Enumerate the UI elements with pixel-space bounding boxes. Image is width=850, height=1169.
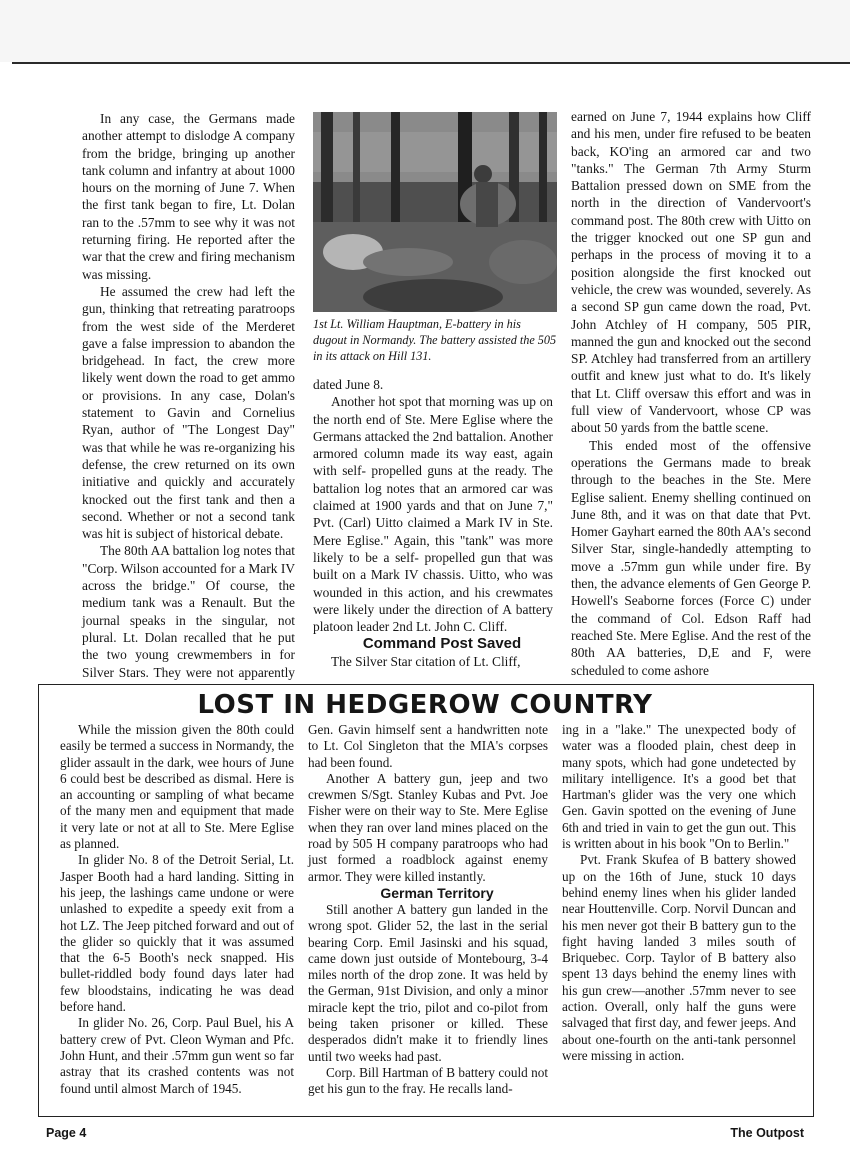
article-column-2 — [313, 376, 553, 671]
scan-margin — [0, 0, 850, 62]
page-number: Page 4 — [46, 1126, 87, 1140]
paragraph: The 80th AA battalion log notes that "Corp. Wilson accounted for a Mark IV across the bridge." Of course, the medium tank was a Renault. But the journal speaks in the singular, not plural. Lt. Dolan recalled that he put the two young crewmembers in for Silver Stars. They were not apparently — [82, 543, 295, 680]
article-column-3 — [571, 108, 811, 679]
paragraph: In glider No. 8 of the Detroit Serial, Lt. Jasper Booth had a hard landing. Sitting in his jeep, the lashings came undone or were unlashed to expedite a speedy exit from a hot LZ. The Jeep pitched forward and out of the glider so quickly that it was assumed that the 6-5 Booth's neck snapped. His bullet-riddled body found days later had few bloodstains, indicating he was dead before hand. — [60, 852, 294, 1015]
sidebar-column-2 — [308, 722, 548, 1098]
paragraph: In glider No. 26, Corp. Paul Buel, his A battery crew of Pvt. Cleon Wyman and Pfc. John Hunt, and their .57mm gun went so far astray that its crashed contents was not found until almost March of 1945. — [60, 1015, 294, 1096]
article-column-1 — [82, 110, 295, 715]
paragraph: This ended most of the offensive operations the Germans made to break through to the beaches in the Ste. Mere Eglise salient. Enemy shelling continued on June 8th, and it was on that date that Pvt. Homer Gayhart earned the 80th AA's second Silver Star, single-handedly attempting to move a .57mm gun while under fire. By then, the advance elements of Gen George P. Howell's Seaborne forces (Force C) under the command of Col. Edson Raff had reached Ste. Mere Eglise. And the rest of the 80th AA batteries, D,E and F, were scheduled to come ashore — [571, 437, 811, 678]
paragraph: Corp. Bill Hartman of B battery could not get his gun to the fray. He recalls land- — [308, 1064, 548, 1097]
sidebar-column-3 — [562, 722, 796, 1064]
paragraph: dated June 8. — [313, 377, 384, 392]
subheading-command-post-saved: Command Post Saved — [362, 635, 522, 653]
subheading-german-territory: German Territory — [380, 884, 494, 901]
sidebar-title: LOST IN HEDGEROW COUNTRY — [197, 690, 653, 720]
paragraph: Gen. Gavin himself sent a handwritten note to Lt. Col Singleton that the MIA's corpses had been found. — [308, 722, 548, 770]
paragraph: Another A battery gun, jeep and two crewmen S/Sgt. Stanley Kubas and Pvt. Joe Fisher were on their way to Ste. Mere Eglise when they ran over land mines placed on the road by 505 H company paratroops who had just formed a roadblock against enemy armor. They were killed instantly. — [308, 770, 548, 884]
paragraph: ing in a "lake." The unexpected body of water was a flooded plain, chest deep in many spots, which had gone undetected by military intelligence. It's a good bet that Hartman's glider was the very one which Gen. Gavin spotted on the evening of June 6th and tried in vain to get the gun out. This is written about in his book "On to Berlin." — [562, 722, 796, 852]
paragraph: Pvt. Frank Skufea of B battery showed up on the 16th of June, stuck 10 days behind enemy lines when his glider landed near Houttenville. Corp. Norvil Duncan and his men never got their B battery gun to the fight having landed 3 miles south of Briquebec. Corp. Taylor of B battery also spent 13 days behind the enemy lines with his gun crew—another .57mm never to see action. Overall, only half the guns were salvaged that first day, and fewer jeeps. And about one-fourth on the anti-tank personnel were missing in action. — [562, 852, 796, 1063]
photo-caption: 1st Lt. William Hauptman, E-battery in his dugout in Normandy. The battery assisted the 505 in its attack on Hill 131. — [313, 317, 557, 363]
paragraph: The Silver Star citation of Lt. Cliff, — [331, 654, 521, 670]
photo-soldier-in-dugout — [313, 112, 557, 312]
paragraph: While the mission given the 80th could easily be termed a success in Normandy, the glider assault in the dark, wee hours of June 6 could best be described as dismal. Here is an accounting or sampling of what became of the many men and equipment that made it very late or not at all to Ste. Mere Eglise as planned. — [60, 722, 294, 852]
paragraph: In any case, the Germans made another attempt to dislodge A company from the bridge, bringing up another tank column and infantry at about 1000 hours on the morning of June 7. When the first tank began to fire, Lt. Dolan ran to the .57mm to see why it was not returning firing. He reported after the war that the crew and firing mechanism was missing. — [82, 111, 295, 282]
paragraph: He assumed the crew had left the gun, thinking that retreating paratroops from the west side of the Merderet gave a false impression to abandon the bridgehead. In fact, the crew more likely went down the road to get ammo or provisions. In any case, Dolan's statement to Gavin and Cornelius Ryan, author of "The Longest Day" was that while he was re-organizing his defense, the crew returned on its own initiative and quickly and accurately knocked out the first tank and then a second. Whether or not a second tank was hit is subject of historical debate. — [82, 283, 295, 542]
paragraph: Still another A battery gun landed in the wrong spot. Glider 52, the last in the serial bearing Corp. Emil Jasinski and his squad, came down just outside of Montebourg, 3-4 miles north of the drop zone. It was held by the German, 91st Division, and only a minor miracle kept the trio, pilot and co-pilot from being taken prisoner or killed. These desperados didn't make it to friendly lines until two weeks had past. — [308, 901, 548, 1064]
paragraph: Another hot spot that morning was up on the north end of Ste. Mere Eglise where the Germans attacked the 2nd battalion. Another armored column made its way east, again with self- propelled guns at the ready. The battalion log notes that an armored car was claimed at 1900 yards and that on June 7," Pvt. (Carl) Uitto claimed a Mark IV in Ste. Mere Eglise." Again, this "tank" was more likely to be a self- propelled gun that was built on a Mark IV chassis. Uitto, who was wounded in this action, and his crewmates were likely under the direction of A battery platoon leader 2nd Lt. John C. Cliff. — [313, 394, 553, 635]
sidebar-column-1 — [60, 722, 294, 1097]
publication-name: The Outpost — [730, 1126, 804, 1140]
header-rule — [12, 62, 850, 64]
paragraph: earned on June 7, 1944 explains how Cliff and his men, under fire refused to be beaten back, KO'ing an armored car and two "tanks." The German 7th Army Sturm Battalion pressed down on SME from the north in the direction of Vandervoort's command post. The 80th crew with Uitto on the trigger knocked out one SP gun and perhaps in the process of moving it to a position alongside the first knocked out vehicle, the crew was wounded, severely. As a second SP gun came down the road, Pvt. John Atchley of H company, 505 PIR, manned the gun and knocked out the second SP. Atchley had transferred from an artillery outfit and knew just what to do. It's likely that Lt. Cliff oversaw this effort and was in full view of Vandervoort, whose CP was about 50 yards from the battle scene. — [571, 109, 811, 436]
